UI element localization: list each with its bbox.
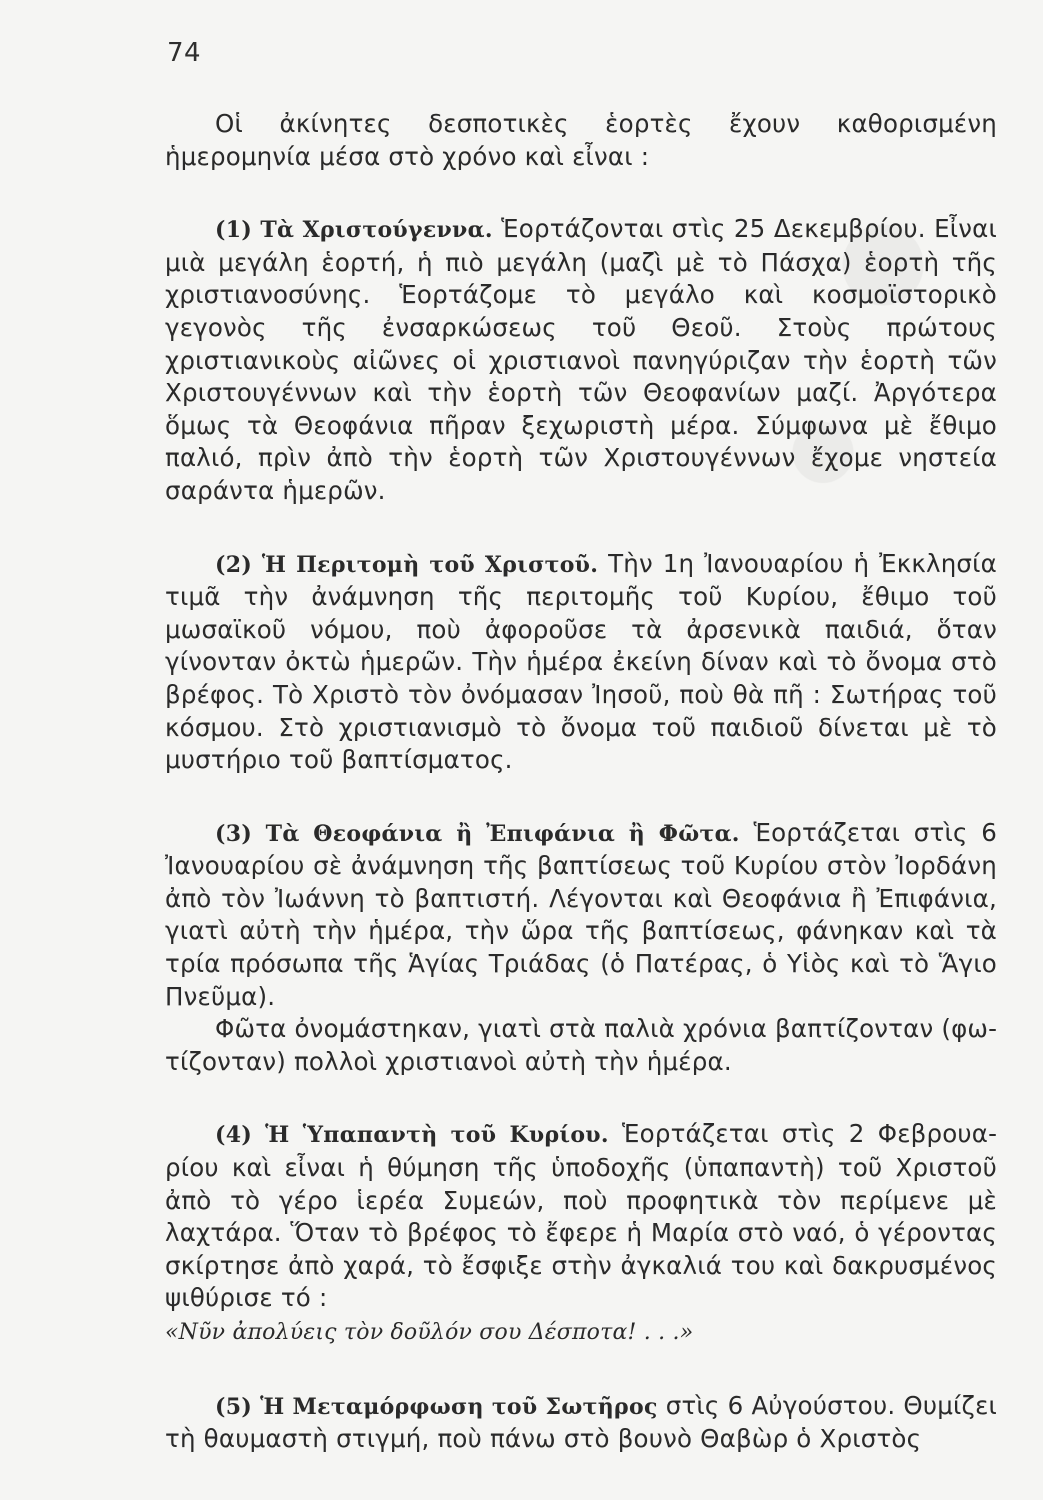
section-heading: (5) Ἡ Μεταμόρφωση τοῦ Σωτῆρος (215, 1393, 658, 1420)
section-christmas (165, 213, 997, 507)
page-number: 74 (167, 38, 202, 68)
section-circumcision (165, 548, 997, 777)
section-text: Ἑορτάζονται στὶς 25 Δεκεμβρίου. Εἶναι μιὰ μεγάλη ἑορτή, ἡ πιὸ μεγάλη (μαζὶ μὲ τὸ Πάσχα) ἑορτὴ τῆς χριστιανοσύνης. Ἑορτάζομε τὸ μεγάλο καὶ κοσμοϊστορικὸ γεγονὸς τῆς ἐνσαρκώσεως τοῦ Θεοῦ. Στοὺς πρώτους χριστιανικοὺς αἰῶνες οἱ χριστιανοὶ πανηγύριζαν τὴν ἑορτὴ τῶν Χριστουγέννων καὶ τὴν ἑορτὴ τῶν Θεοφανίων μαζί. Ἀργότερα ὅμως τὰ Θεοφάνια πῆραν ξεχωριστὴ μέρα. Σύμφωνα μὲ ἔθιμο παλιό, πρὶν ἀπὸ τὴν ἑορτὴ τῶν Χριστουγέννων ἔχομε νηστεία σαράντα ἡμερῶν. (165, 214, 997, 505)
intro-paragraph: Οἱ ἀκίνητες δεσποτικὲς ἑορτὲς ἔχουν καθορισμένη ἡμερομηνία μέσα στὸ χρόνο καὶ εἶναι : (165, 109, 997, 171)
section-presentation (165, 1118, 997, 1349)
section-transfiguration (165, 1390, 997, 1456)
section-heading: (2) Ἡ Περιτομὴ τοῦ Χριστοῦ. (215, 551, 599, 578)
section-text: Τὴν 1η Ἰανουαρίου ἡ Ἐκκλησία τιμᾶ τὴν ἀνάμνηση τῆς περιτομῆς τοῦ Κυρίου, ἔθιμο τοῦ μωσαϊκοῦ νόμου, ποὺ ἀφοροῦσε τὰ ἀρσενικὰ παιδιά, ὅταν γίνονταν ὀκτὼ ἡμερῶν. Τὴν ἡμέρα ἐκείνη δίναν καὶ τὸ ὄνομα στὸ βρέφος. Τὸ Χριστὸ τὸν ὀνόμασαν Ἰησοῦ, ποὺ θὰ πῆ : Σωτήρας τοῦ κόσμου. Στὸ χριστιανισμὸ τὸ ὄνομα τοῦ παιδιοῦ δίνεται μὲ τὸ μυστήριο τοῦ βαπτίσματος. (165, 548, 997, 775)
section-text: Ἑορτάζεται στὶς 6 Ἰανουαρίου σὲ ἀνάμνηση τῆς βαπτίσεως τοῦ Κυρίου στὸν Ἰορδάνη ἀπὸ τὸν Ἰωάννη τὸ βαπτιστή. Λέγονται καὶ Θεοφάνια ἢ Ἐπιφάνια, γιατὶ αὐτὴ τὴν ἡμέρα, τὴν ὥρα τῆς βαπτίσεως, φάνηκαν καὶ τὰ τρία πρόσωπα τῆς Ἁγίας Τριάδας (ὁ Πατέρας, ὁ Υἱὸς καὶ τὸ Ἅγιο Πνεῦμα). (165, 817, 997, 1011)
section-heading: (3) Τὰ Θεοφάνια ἢ Ἐπιφάνια ἢ Φῶτα. (215, 820, 740, 847)
section-heading: (4) Ἡ Ὑπαπαντὴ τοῦ Κυρίου. (215, 1122, 609, 1149)
page-body (165, 108, 997, 1456)
section-theophany (165, 817, 997, 1014)
quote-text: «Νῦν ἀπολύεις τὸν δοῦλόν σου Δέσποτα! . . .» (165, 1320, 694, 1345)
section-theophany-extra: Φῶτα ὀνομάστηκαν, γιατὶ στὰ παλιὰ χρόνια βαπτίζονταν (φωτίζονταν) πολλοὶ χριστιανοὶ αὐτὴ τὴν ἡμέρα. (165, 1014, 997, 1076)
section-text: Ἑορτάζεται στὶς 2 Φεβρουαρίου καὶ εἶναι ἡ θύμηση τῆς ὑποδοχῆς (ὑπαπαντὴ) τοῦ Χριστοῦ ἀπὸ τὸ γέρο ἱερέα Συμεών, ποὺ προφητικὰ τὸν περίμενε μὲ λαχτάρα. Ὅταν τὸ βρέφος τὸ ἔφερε ἡ Μαρία στὸ ναό, ὁ γέροντας σκίρτησε ἀπὸ χαρά, τὸ ἔσφιξε στὴν ἀγκαλιά του καὶ δακρυσμένος ψιθύρισε τό : (165, 1119, 997, 1313)
section-heading: (1) Τὰ Χριστούγεννα. (215, 217, 493, 244)
section-text: στὶς 6 Αὐγούστου. Θυμίζει τὴ θαυμαστὴ στιγμή, ποὺ πάνω στὸ βουνὸ Θαβὼρ ὁ Χριστὸς (165, 1390, 998, 1454)
